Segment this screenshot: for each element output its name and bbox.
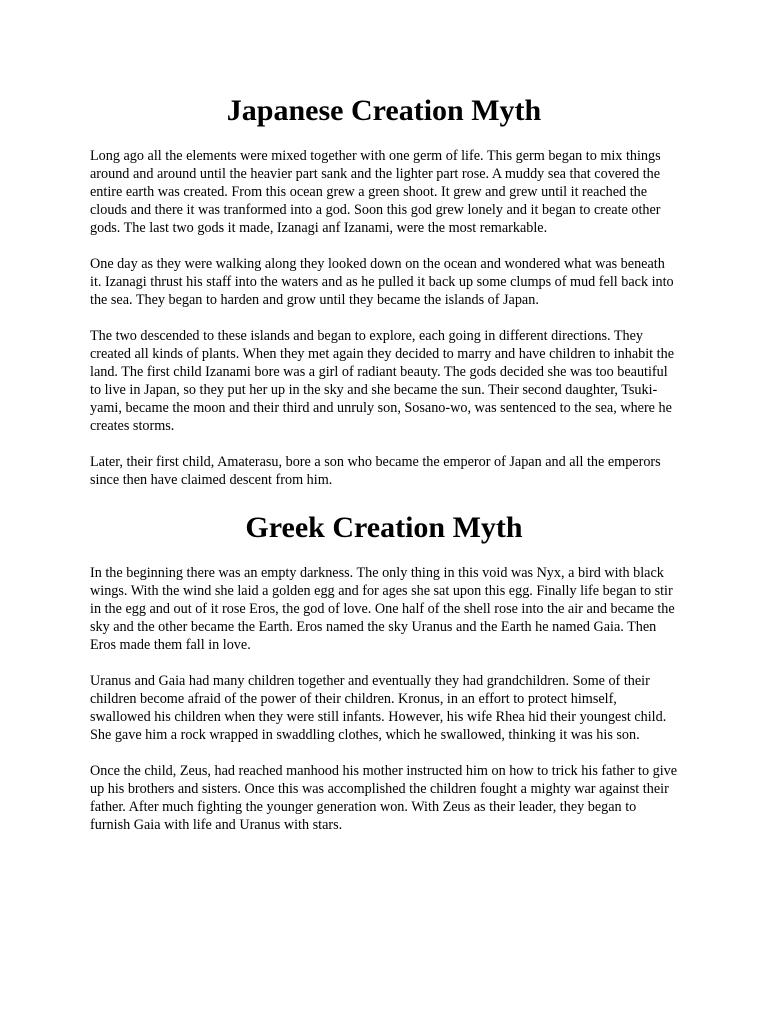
greek-paragraph-1: In the beginning there was an empty darkness. The only thing in this void was Nyx, a bird with black wings. With the wind she laid a golden egg and for ages she sat upon this egg. Finally life began to stir in the egg and out of it rose Eros, the god of love. One half of the shell rose into the air and became the sky and the other became the Earth. Eros named the sky Uranus and the Earth he named Gaia. Then Eros made them fall in love.: [90, 565, 675, 653]
greek-section-title: Greek Creation Myth: [245, 511, 523, 544]
japanese-section-title: Japanese Creation Myth: [226, 94, 542, 127]
japanese-paragraph-2: One day as they were walking along they looked down on the ocean and wondered what was beneath it. Izanagi thrust his staff into the waters and as he pulled it back up some clumps of mud fell back into the sea. They began to harden and grow until they became the islands of Japan.: [90, 256, 674, 308]
japanese-paragraph-4: Later, their first child, Amaterasu, bore a son who became the emperor of Japan and all the emperors since then have claimed descent from him.: [90, 454, 661, 488]
japanese-paragraph-3: The two descended to these islands and began to explore, each going in different directions. They created all kinds of plants. When they met again they decided to marry and have children to inhabit the land. The first child Izanami bore was a girl of radiant beauty. The gods decided she was too beautiful to live in Japan, so they put her up in the sky and she became the sun. Their second daughter, Tsuki-yami, became the moon and their third and unruly son, Sosano-wo, was sentenced to the sea, where he creates storms.: [90, 328, 674, 434]
japanese-paragraph-1: Long ago all the elements were mixed together with one germ of life. This germ began to mix things around and around until the heavier part sank and the lighter part rose. A muddy sea that covered the entire earth was created. From this ocean grew a green shoot. It grew and grew until it reached the clouds and there it was tranformed into a god. Soon this god grew lonely and it began to create other gods. The last two gods it made, Izanagi anf Izanami, were the most remarkable.: [90, 148, 661, 236]
greek-paragraph-3: Once the child, Zeus, had reached manhood his mother instructed him on how to trick his father to give up his brothers and sisters. Once this was accomplished the children fought a mighty war against their father. After much fighting the younger generation won. With Zeus as their leader, they began to furnish Gaia with life and Uranus with stars.: [90, 763, 678, 833]
greek-paragraph-2: Uranus and Gaia had many children together and eventually they had grandchildren. Some of their children become afraid of the power of their children. Kronus, in an effort to protect himself, swallowed his children when they were still infants. However, his wife Rhea hid their youngest child. She gave him a rock wrapped in swaddling clothes, which he swallowed, thinking it was his son.: [90, 673, 667, 743]
